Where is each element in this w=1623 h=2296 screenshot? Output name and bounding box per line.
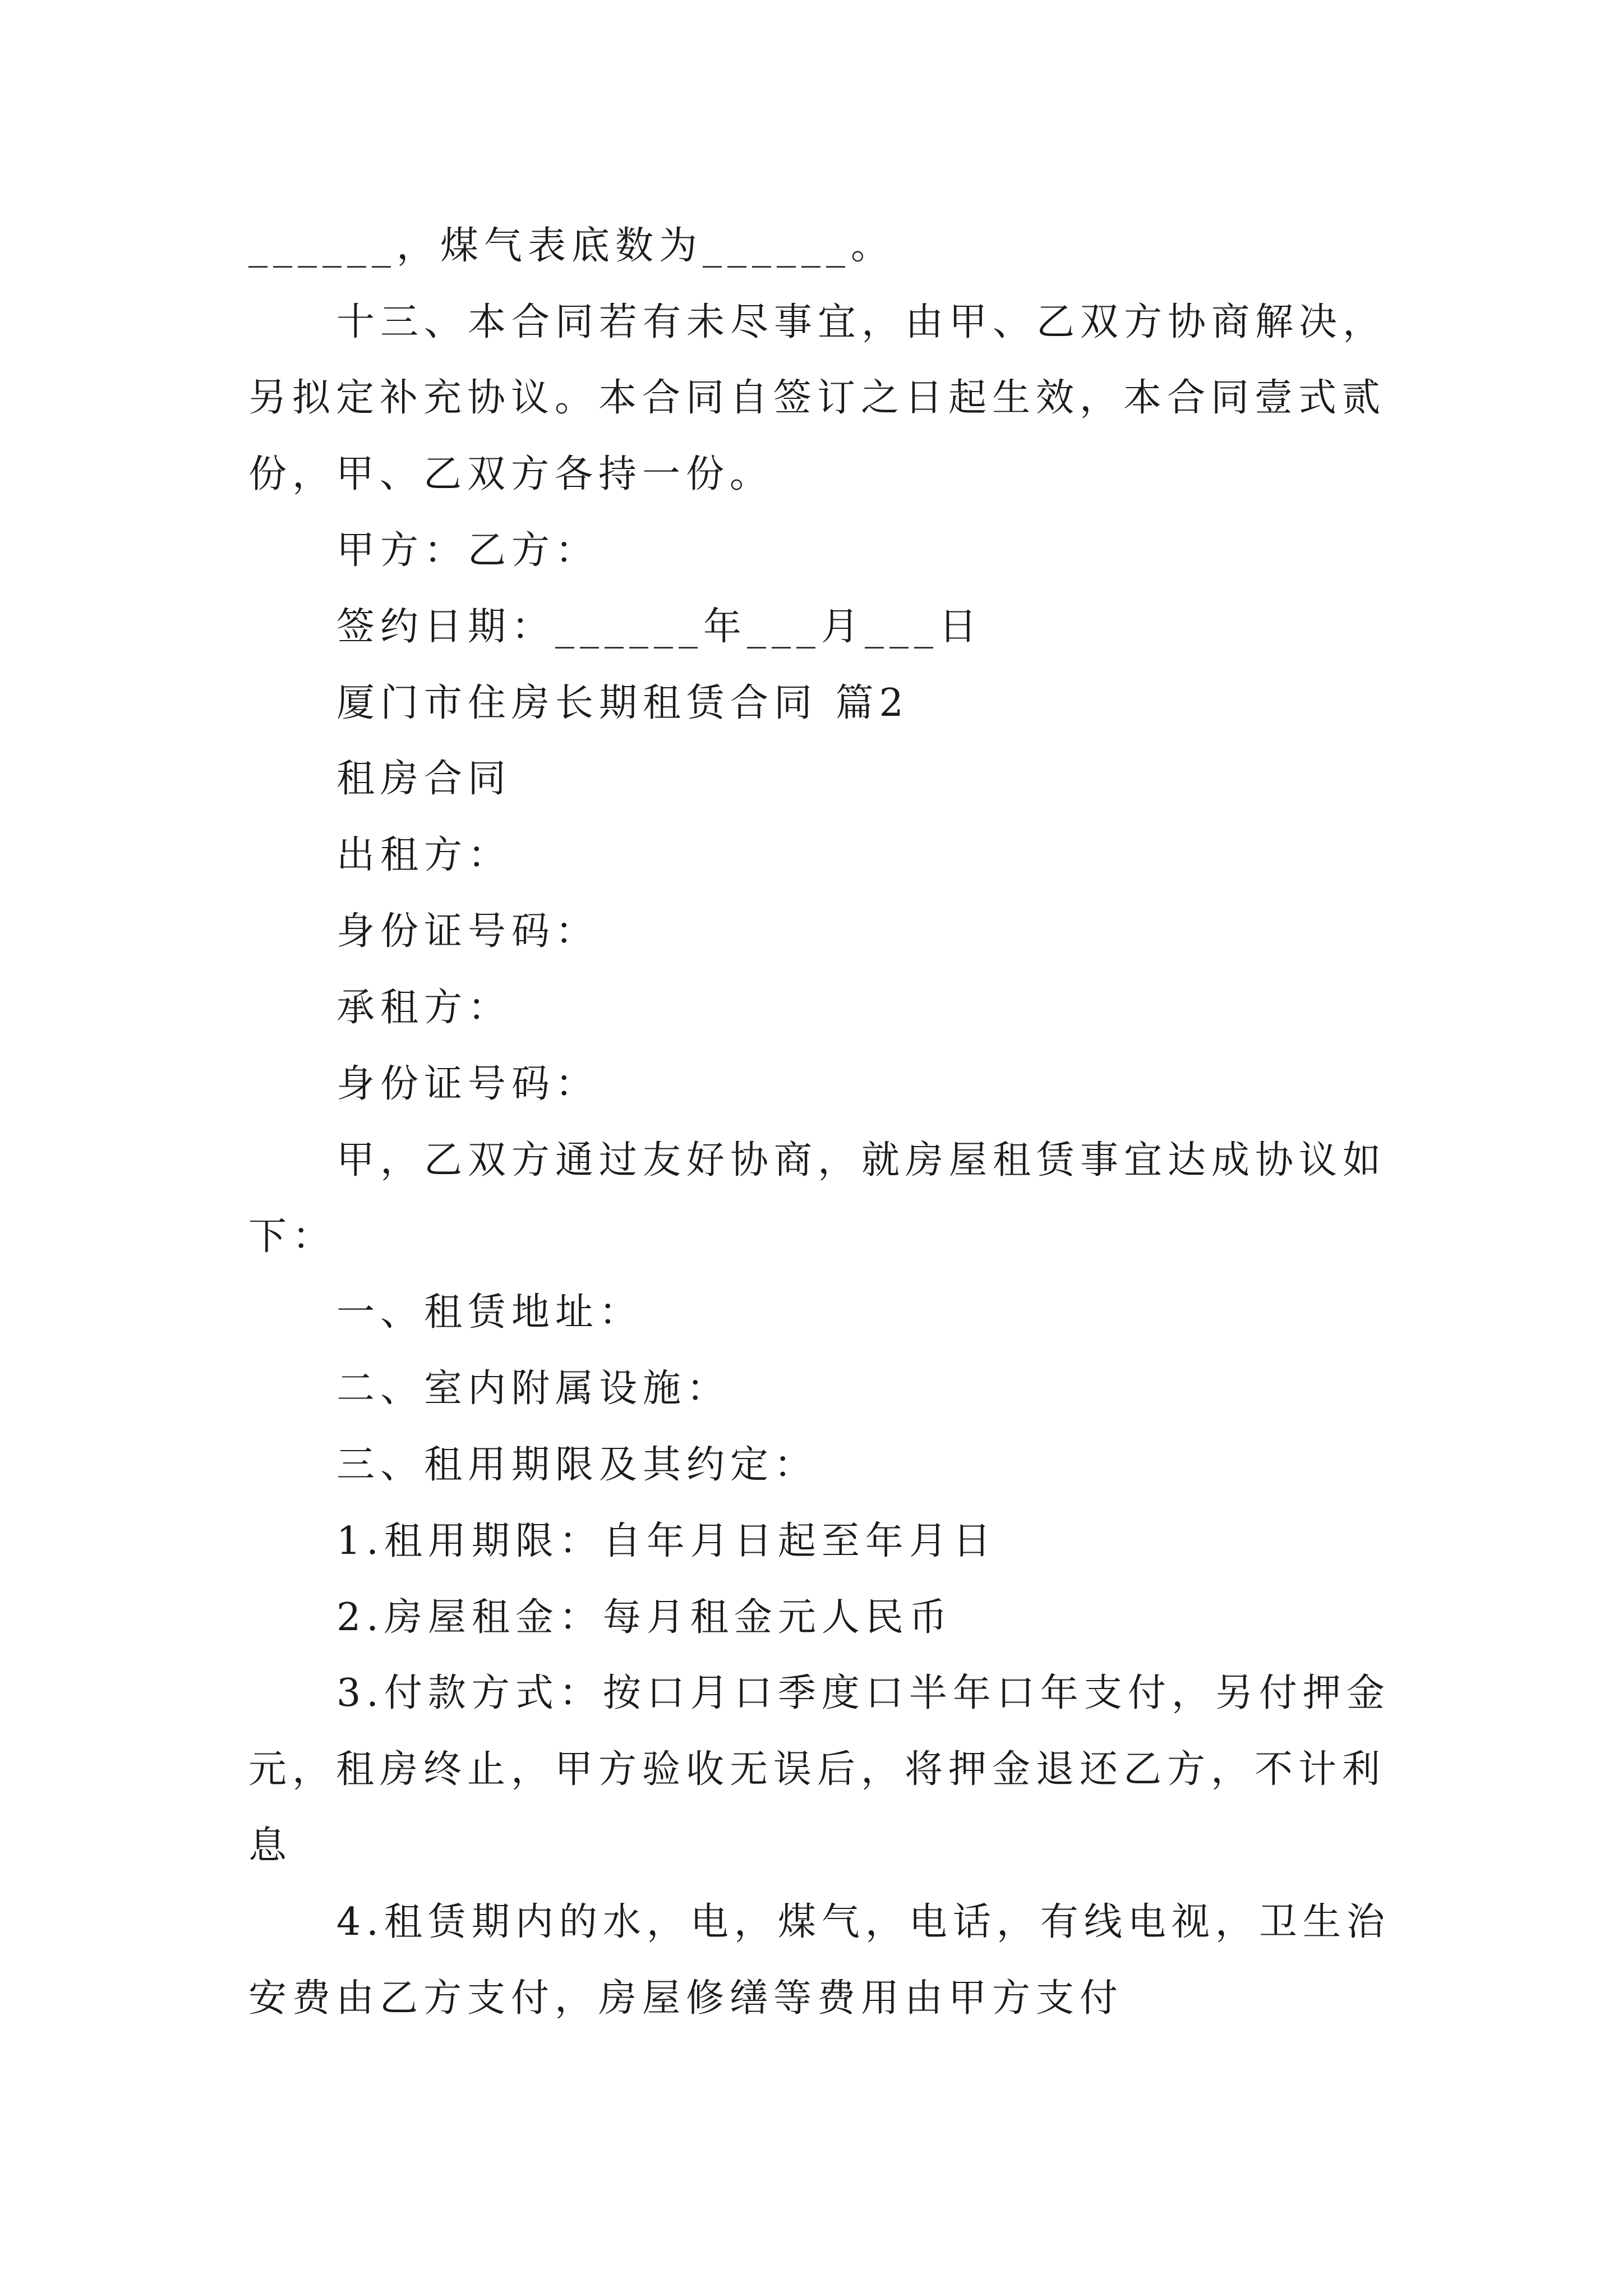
lessor-label: 出租方：: [336, 833, 512, 877]
clause-3-term: 三、租用期限及其约定：: [336, 1443, 818, 1487]
clause-13-line-2: 另拟定补充协议。本合同自签订之日起生效，本合同壹式贰: [248, 376, 1386, 420]
item-2-rent: 2.房屋租金：每月租金元人民币: [336, 1595, 953, 1640]
agreement-intro-line-1: 甲，乙双方通过友好协商，就房屋租赁事宜达成协议如: [336, 1138, 1387, 1182]
lessee-label: 承租方：: [336, 986, 512, 1030]
item-3-payment-line-1: 3.付款方式：按口月口季度口半年口年支付，另付押金: [336, 1671, 1390, 1715]
clause-2-facilities: 二、室内附属设施：: [336, 1366, 731, 1411]
signing-date-line: 签约日期：______年___月___日: [336, 605, 983, 649]
party-signatures-line: 甲方：乙方：: [336, 528, 600, 573]
contract-title: 租房合同: [336, 757, 512, 801]
item-1-term: 1.租用期限：自年月日起至年月日: [336, 1519, 997, 1563]
lessee-id-label: 身份证号码：: [336, 1062, 600, 1106]
gas-meter-reading-line: ______，煤气表底数为______。: [248, 224, 895, 268]
item-4-utilities-line-1: 4.租赁期内的水，电，煤气，电话，有线电视，卫生治: [336, 1900, 1390, 1944]
lessor-id-label: 身份证号码：: [336, 909, 600, 954]
item-3-payment-line-3: 息: [248, 1824, 293, 1868]
clause-13-line-3: 份，甲、乙双方各持一份。: [248, 452, 774, 496]
clause-13-line-1: 十三、本合同若有未尽事宜，由甲、乙双方协商解决，: [336, 300, 1387, 344]
clause-1-address: 一、租赁地址：: [336, 1290, 643, 1335]
item-3-payment-line-2: 元，租房终止，甲方验收无误后，将押金退还乙方，不计利: [248, 1747, 1386, 1792]
item-4-utilities-line-2: 安费由乙方支付，房屋修缮等费用由甲方支付: [248, 1976, 1124, 2021]
agreement-intro-line-2: 下：: [248, 1214, 336, 1259]
section-heading: 厦门市住房长期租赁合同 篇2: [336, 681, 909, 725]
